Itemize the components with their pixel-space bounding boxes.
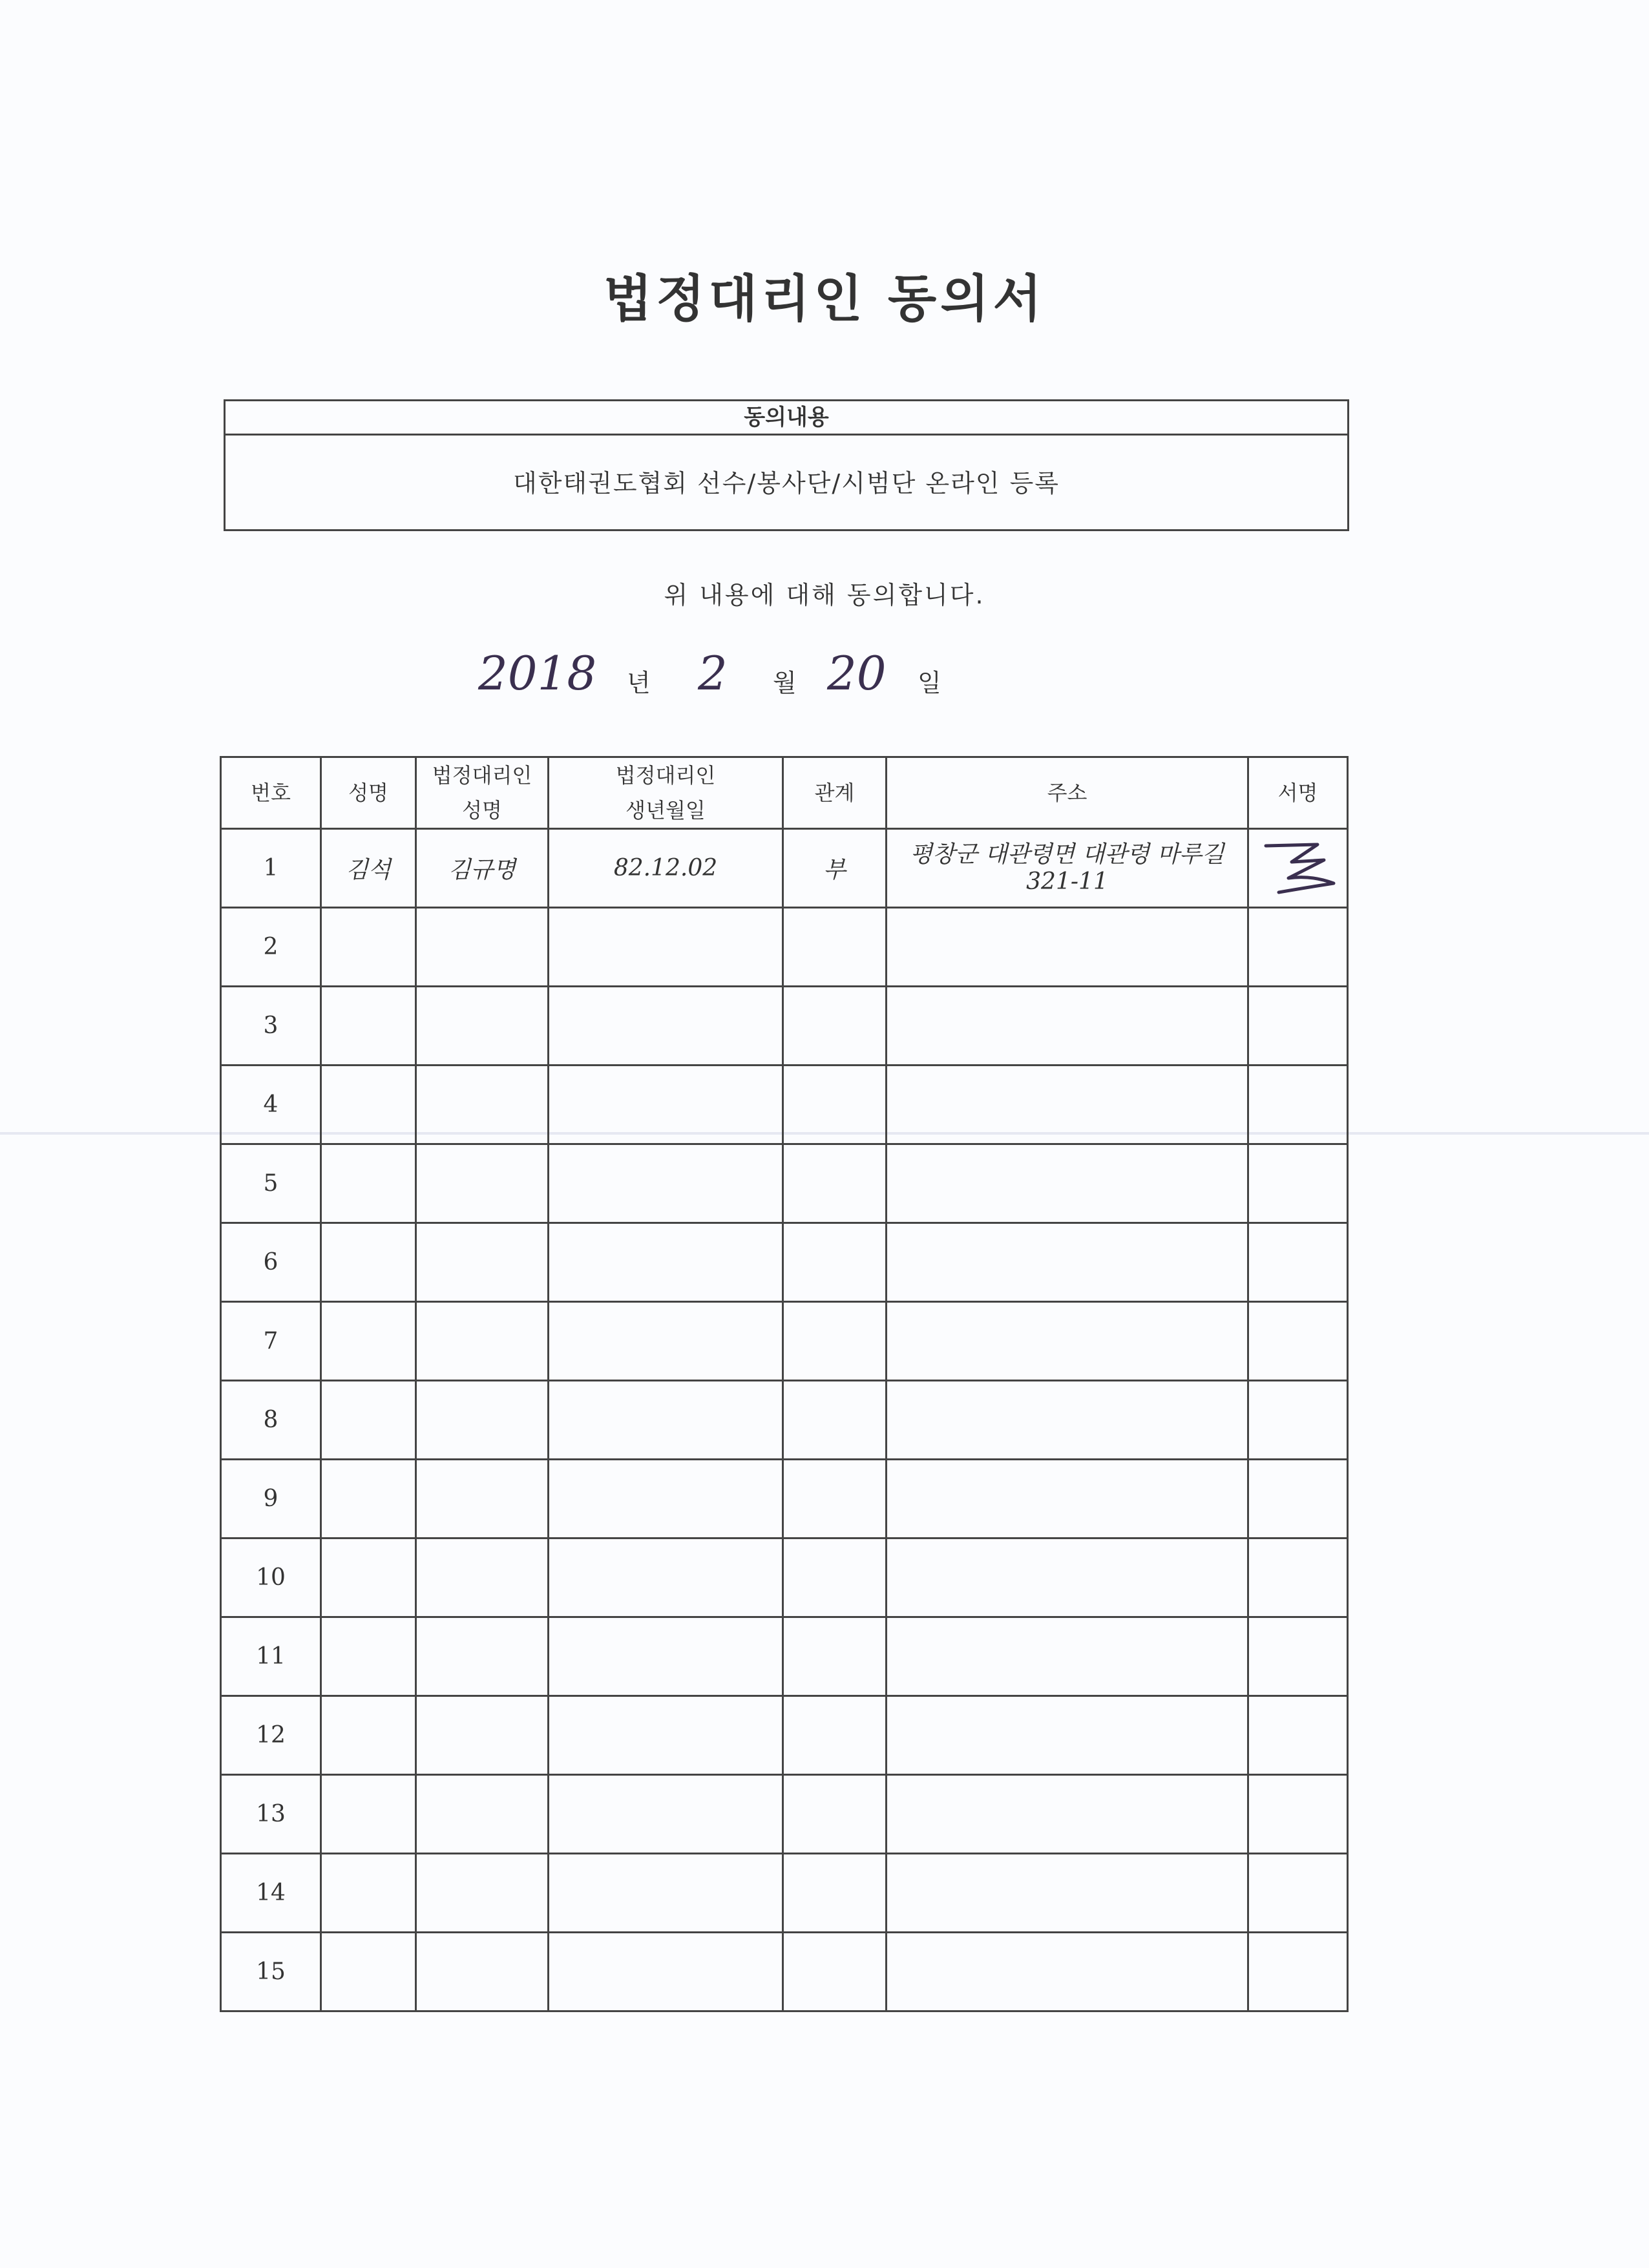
row-guardian-name	[416, 1775, 549, 1854]
row-signature	[1248, 1066, 1348, 1144]
row-name	[321, 1460, 416, 1538]
row-address	[887, 1066, 1248, 1144]
table-row	[221, 1302, 1348, 1381]
row-guardian-name	[416, 1617, 549, 1696]
row-guardian-birth	[549, 1223, 783, 1302]
row-signature	[1248, 1933, 1348, 2011]
col-header-name: 성명	[321, 757, 416, 829]
table-row	[221, 987, 1348, 1066]
col-header-guardian-birth	[549, 757, 783, 829]
row-guardian-birth	[549, 1696, 783, 1775]
row-number: 6	[221, 1223, 321, 1302]
date-month-unit: 월	[773, 669, 797, 697]
table-row	[221, 1696, 1348, 1775]
row-guardian-birth	[549, 1538, 783, 1617]
row-guardian-birth	[549, 1381, 783, 1460]
row-address	[887, 1223, 1248, 1302]
row-address	[887, 1617, 1248, 1696]
row-relation	[783, 1144, 887, 1223]
row-relation	[783, 1302, 887, 1381]
row-address	[887, 1775, 1248, 1854]
consent-box	[224, 399, 1349, 531]
guardian-table	[220, 756, 1349, 2012]
row-number: 9	[221, 1460, 321, 1538]
row-guardian-name	[416, 987, 549, 1066]
row-relation	[783, 987, 887, 1066]
row-relation: 부	[783, 829, 887, 908]
table-row	[221, 1538, 1348, 1617]
row-guardian-name	[416, 1066, 549, 1144]
row-relation	[783, 1775, 887, 1854]
row-address	[887, 1381, 1248, 1460]
date-day-unit: 일	[918, 669, 941, 697]
consent-body: 대한태권도협회 선수/봉사단/시범단 온라인 등록	[512, 469, 1060, 498]
row-name	[321, 1775, 416, 1854]
row-relation	[783, 1223, 887, 1302]
row-guardian-name	[416, 1460, 549, 1538]
row-guardian-name	[416, 1854, 549, 1933]
col-header-guardian-name-text: 법정대리인 성명	[432, 763, 532, 823]
row-number: 2	[221, 908, 321, 987]
row-guardian-birth	[549, 1617, 783, 1696]
agree-statement: 위 내용에 대해 동의합니다.	[664, 581, 985, 609]
row-guardian-name	[416, 1381, 549, 1460]
row-guardian-name	[416, 1696, 549, 1775]
row-signature	[1248, 1460, 1348, 1538]
row-number: 11	[221, 1617, 321, 1696]
row-signature	[1248, 1538, 1348, 1617]
row-relation	[783, 1066, 887, 1144]
row-number: 7	[221, 1302, 321, 1381]
row-guardian-birth	[549, 1066, 783, 1144]
table-row	[221, 1775, 1348, 1854]
row-guardian-birth	[549, 1460, 783, 1538]
row-name	[321, 1302, 416, 1381]
row-relation	[783, 1381, 887, 1460]
row-address	[887, 1460, 1248, 1538]
table-row	[221, 1854, 1348, 1933]
date-line	[465, 646, 1241, 711]
row-guardian-name: 김규명	[416, 829, 549, 908]
row-number: 3	[221, 987, 321, 1066]
table-row	[221, 908, 1348, 987]
col-header-signature: 서명	[1248, 757, 1348, 829]
row-address	[887, 1302, 1248, 1381]
row-signature	[1248, 908, 1348, 987]
row-guardian-birth	[549, 1933, 783, 2011]
row-number: 4	[221, 1066, 321, 1144]
row-name	[321, 1617, 416, 1696]
row-relation	[783, 1460, 887, 1538]
row-guardian-name	[416, 1933, 549, 2011]
row-address	[887, 1144, 1248, 1223]
row-address	[887, 1854, 1248, 1933]
row-number: 12	[221, 1696, 321, 1775]
row-guardian-name	[416, 1223, 549, 1302]
row-signature	[1248, 1302, 1348, 1381]
table-header-row	[221, 757, 1348, 829]
row-name	[321, 1538, 416, 1617]
page-title: 법정대리인 동의서	[604, 270, 1045, 328]
row-relation	[783, 1696, 887, 1775]
row-relation	[783, 1933, 887, 2011]
row-relation	[783, 1538, 887, 1617]
row-address	[887, 1538, 1248, 1617]
row-address: 평창군 대관령면 대관령 마루길 321-11	[887, 829, 1248, 908]
row-name	[321, 1696, 416, 1775]
row-signature	[1248, 1144, 1348, 1223]
date-year-unit: 년	[627, 669, 651, 697]
row-name	[321, 908, 416, 987]
col-header-guardian-name	[416, 757, 549, 829]
table-row	[221, 1460, 1348, 1538]
row-number: 13	[221, 1775, 321, 1854]
row-address	[887, 908, 1248, 987]
row-name: 김석	[321, 829, 416, 908]
row-relation	[783, 1854, 887, 1933]
row-guardian-name	[416, 1302, 549, 1381]
row-guardian-birth	[549, 1854, 783, 1933]
row-guardian-name	[416, 1144, 549, 1223]
date-month-handwritten: 2	[698, 646, 728, 700]
row-number: 5	[221, 1144, 321, 1223]
row-signature	[1248, 1854, 1348, 1933]
row-signature	[1248, 1617, 1348, 1696]
row-guardian-birth	[549, 1144, 783, 1223]
row-guardian-birth	[549, 1302, 783, 1381]
row-address	[887, 1696, 1248, 1775]
row-guardian-birth: 82.12.02	[549, 829, 783, 908]
row-name	[321, 1223, 416, 1302]
table-row	[221, 1933, 1348, 2011]
row-relation	[783, 1617, 887, 1696]
row-address	[887, 987, 1248, 1066]
table-row	[221, 1144, 1348, 1223]
col-header-number: 번호	[221, 757, 321, 829]
date-day-handwritten: 20	[827, 646, 887, 700]
row-signature	[1248, 1223, 1348, 1302]
row-name	[321, 1381, 416, 1460]
row-name	[321, 1933, 416, 2011]
row-number: 8	[221, 1381, 321, 1460]
row-name	[321, 1144, 416, 1223]
date-year-handwritten: 2018	[478, 646, 597, 700]
consent-header: 동의내용	[226, 401, 1347, 436]
row-guardian-name	[416, 908, 549, 987]
row-name	[321, 987, 416, 1066]
row-guardian-birth	[549, 987, 783, 1066]
table-row	[221, 1066, 1348, 1144]
row-signature	[1248, 1381, 1348, 1460]
row-signature	[1248, 1775, 1348, 1854]
signature-mark-icon	[1253, 833, 1343, 898]
row-name	[321, 1066, 416, 1144]
row-number: 14	[221, 1854, 321, 1933]
row-number: 10	[221, 1538, 321, 1617]
row-signature	[1248, 1696, 1348, 1775]
row-address	[887, 1933, 1248, 2011]
col-header-guardian-birth-text: 법정대리인 생년월일	[615, 763, 716, 823]
table-row	[221, 1617, 1348, 1696]
table-row	[221, 1223, 1348, 1302]
row-signature	[1248, 987, 1348, 1066]
table-row	[221, 1381, 1348, 1460]
row-guardian-birth	[549, 908, 783, 987]
row-signature	[1248, 829, 1348, 908]
row-relation	[783, 908, 887, 987]
row-name	[321, 1854, 416, 1933]
row-guardian-name	[416, 1538, 549, 1617]
row-guardian-birth	[549, 1775, 783, 1854]
row-number: 15	[221, 1933, 321, 2011]
table-row	[221, 829, 1348, 908]
col-header-relation: 관계	[783, 757, 887, 829]
row-number: 1	[221, 829, 321, 908]
col-header-address: 주소	[887, 757, 1248, 829]
